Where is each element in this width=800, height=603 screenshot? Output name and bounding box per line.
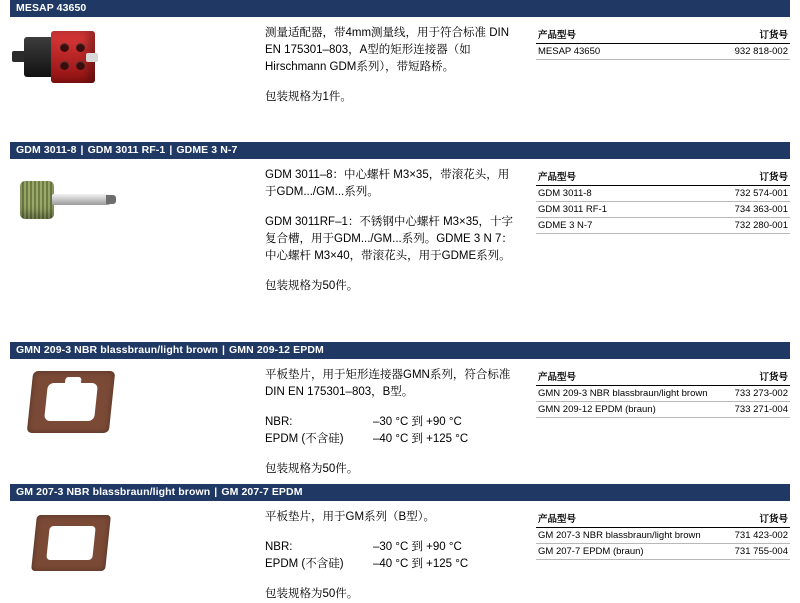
cell-model: GMN 209-3 NBR blassbraun/light brown <box>536 386 714 402</box>
product-table <box>536 369 790 418</box>
cell-ordernumber: 733 271-004 <box>714 402 790 418</box>
cell-model: MESAP 43650 <box>536 44 714 60</box>
temperature-label: EPDM (不含硅) <box>265 433 344 445</box>
table-header-row <box>536 369 790 386</box>
packaging-note: 包装规格为1件。 <box>265 91 352 103</box>
packaging-note: 包装规格为50件。 <box>265 280 359 292</box>
table-row <box>536 528 790 544</box>
cell-model: GDM 3011 RF-1 <box>536 202 714 218</box>
section-header-bar <box>10 142 790 159</box>
temperature-label: EPDM (不含硅) <box>265 558 344 570</box>
product-table-cell <box>536 369 790 418</box>
title-separator: | <box>214 486 218 498</box>
product-description <box>265 509 520 603</box>
cell-ordernumber: 932 818-002 <box>714 44 790 60</box>
product-table <box>536 27 790 60</box>
product-description <box>265 367 520 478</box>
section-header-bar <box>10 342 790 359</box>
column-header-model: 产品型号 <box>536 369 714 386</box>
cell-model: GM 207-7 EPDM (braun) <box>536 544 714 560</box>
product-image-cell <box>14 167 124 237</box>
section-header-bar <box>10 0 790 17</box>
cell-ordernumber: 732 280-001 <box>714 218 790 234</box>
product-table-cell <box>536 169 790 234</box>
column-header-ordernumber: 订货号 <box>714 369 790 386</box>
cell-ordernumber: 731 423-002 <box>714 528 790 544</box>
temperature-row-epdm <box>265 556 520 573</box>
product-table <box>536 169 790 234</box>
column-header-model: 产品型号 <box>536 27 714 44</box>
product-section-gmn <box>0 342 800 484</box>
mesap-connector-image <box>14 25 124 95</box>
section-body <box>0 159 800 292</box>
temperature-label: NBR: <box>265 416 293 428</box>
product-table-cell <box>536 511 790 560</box>
column-header-ordernumber: 订货号 <box>714 169 790 186</box>
column-header-ordernumber: 订货号 <box>714 27 790 44</box>
temperature-row-epdm <box>265 431 520 448</box>
product-image-cell <box>14 367 124 437</box>
cell-ordernumber: 733 273-002 <box>714 386 790 402</box>
product-image-cell <box>14 509 124 579</box>
product-description <box>265 25 520 106</box>
description-paragraph: 平板垫片，用于GM系列（B型）。 <box>265 511 435 523</box>
title-separator: | <box>221 344 226 356</box>
section-title-part: MESAP 43650 <box>16 2 87 14</box>
description-paragraph: GDM 3011RF–1：不锈钢中心螺杆 M3×35，十字复合槽，用于GDM.../GM...系列。GDME 3 N 7：中心螺杆 M3×40，带滚花头，用于GDME系列。 <box>265 216 514 262</box>
section-header-bar <box>10 484 790 501</box>
gm-gasket-image <box>14 509 124 579</box>
section-title-part: GMN 209-12 EPDM <box>229 344 324 356</box>
cell-ordernumber: 732 574-001 <box>714 186 790 202</box>
product-section-mesap <box>0 0 800 142</box>
title-separator: | <box>169 144 173 156</box>
table-row <box>536 202 790 218</box>
product-table-cell <box>536 27 790 60</box>
cell-ordernumber: 731 755-004 <box>714 544 790 560</box>
cell-ordernumber: 734 363-001 <box>714 202 790 218</box>
temperature-row-nbr <box>265 414 520 431</box>
column-header-ordernumber: 订货号 <box>714 511 790 528</box>
table-header-row <box>536 169 790 186</box>
cell-model: GDM 3011-8 <box>536 186 714 202</box>
product-image-cell <box>14 25 124 95</box>
section-body <box>0 17 800 103</box>
table-row <box>536 544 790 560</box>
cell-model: GM 207-3 NBR blassbraun/light brown <box>536 528 714 544</box>
temperature-value: –40 °C 到 +125 °C <box>373 558 469 570</box>
temperature-label: NBR: <box>265 541 293 553</box>
cell-model: GMN 209-12 EPDM (braun) <box>536 402 714 418</box>
table-header-row <box>536 27 790 44</box>
product-section-gm <box>0 484 800 600</box>
packaging-note: 包装规格为50件。 <box>265 463 359 475</box>
table-row <box>536 186 790 202</box>
table-header-row <box>536 511 790 528</box>
product-section-gdm <box>0 142 800 342</box>
table-row <box>536 402 790 418</box>
description-paragraph: GDM 3011–8：中心螺杆 M3×35，带滚花头，用于GDM.../GM...系列。 <box>265 169 510 198</box>
section-title-part: GDM 3011 RF-1 <box>87 144 166 156</box>
section-title-part: GM 207-7 EPDM <box>221 486 303 498</box>
table-row <box>536 386 790 402</box>
gmn-gasket-image <box>14 367 124 437</box>
title-separator: | <box>80 144 84 156</box>
description-paragraph: 测量适配器，带4mm测量线，用于符合标准 DIN EN 175301–803，A型的矩形连接器（如Hirschmann GDM系列），带短路桥。 <box>265 27 510 73</box>
temperature-value: –40 °C 到 +125 °C <box>373 433 469 445</box>
section-body <box>0 359 800 475</box>
product-table <box>536 511 790 560</box>
table-row <box>536 218 790 234</box>
gdm-screw-image <box>14 167 124 237</box>
column-header-model: 产品型号 <box>536 169 714 186</box>
section-title-part: GDME 3 N-7 <box>176 144 238 156</box>
temperature-value: –30 °C 到 +90 °C <box>373 541 462 553</box>
section-title-part: GDM 3011-8 <box>16 144 77 156</box>
packaging-note: 包装规格为50件。 <box>265 588 359 600</box>
product-description <box>265 167 520 295</box>
section-title-part: GMN 209-3 NBR blassbraun/light brown <box>16 344 218 356</box>
section-body <box>0 501 800 600</box>
section-title-part: GM 207-3 NBR blassbraun/light brown <box>16 486 211 498</box>
table-row <box>536 44 790 60</box>
column-header-model: 产品型号 <box>536 511 714 528</box>
temperature-row-nbr <box>265 539 520 556</box>
cell-model: GDME 3 N-7 <box>536 218 714 234</box>
description-paragraph: 平板垫片，用于矩形连接器GMN系列，符合标准 DIN EN 175301–803，B型。 <box>265 369 511 398</box>
temperature-value: –30 °C 到 +90 °C <box>373 416 462 428</box>
